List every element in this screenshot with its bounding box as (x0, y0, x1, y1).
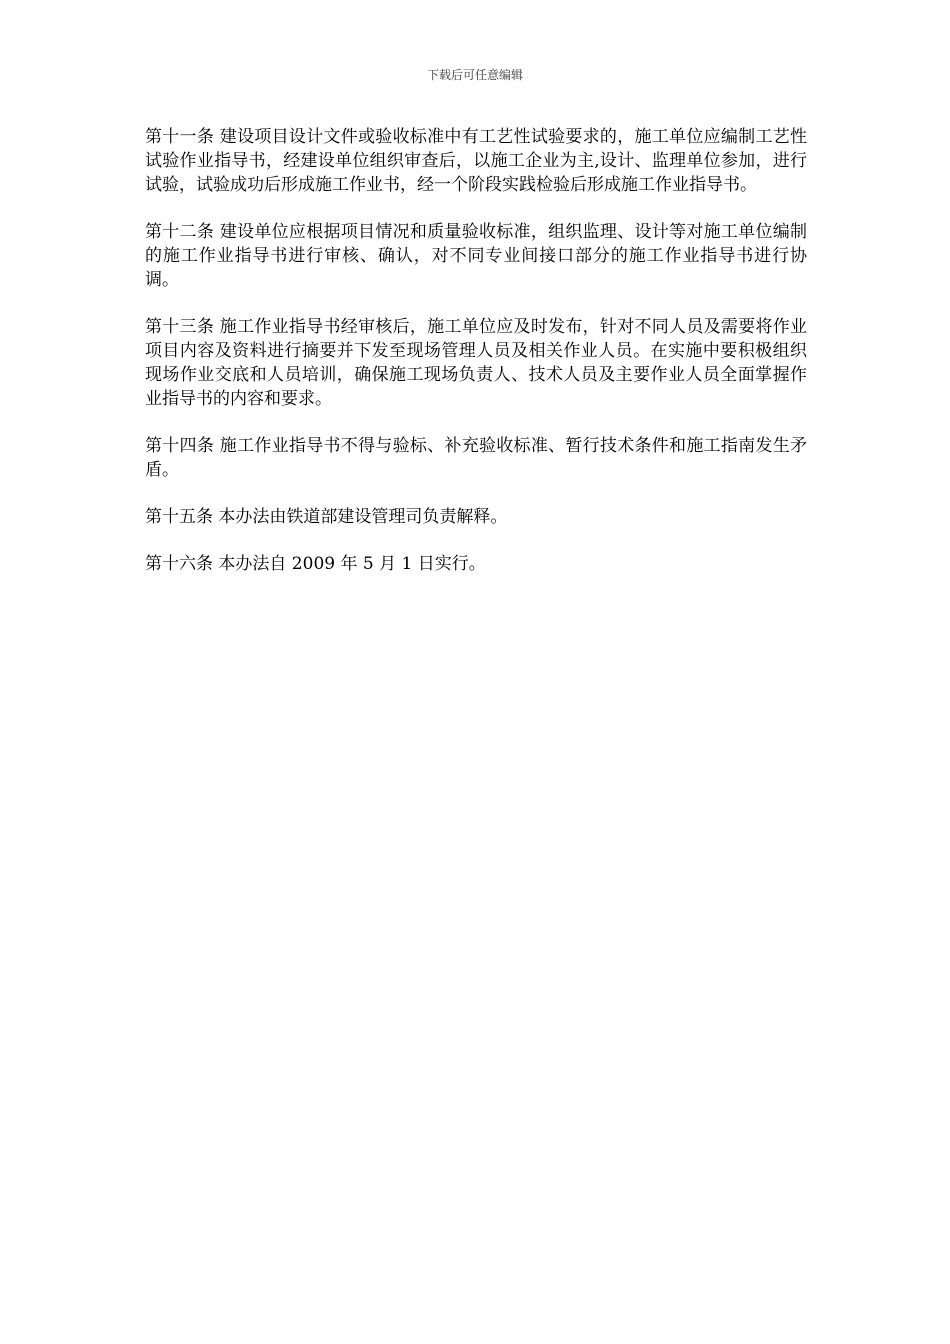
article-16-paragraph: 第十六条 本办法自 2009 年 5 月 1 日实行。 (145, 554, 486, 574)
article-14-paragraph: 第十四条 施工作业指导书不得与验标、补充验收标准、暂行技术条件和施工指南发生矛盾。 (145, 436, 807, 480)
article-15-paragraph: 第十五条 本办法由铁道部建设管理司负责解释。 (145, 507, 508, 527)
document-body (145, 125, 807, 599)
article-13-paragraph: 第十三条 施工作业指导书经审核后，施工单位应及时发布，针对不同人员及需要将作业项目内容及资料进行摘要并下发至现场管理人员及相关作业人员。在实施中要积极组织现场作业交底和人员培训，确保施工现场负责人、技术人员及主要作业人员全面掌握作业指导书的内容和要求。 (145, 317, 807, 409)
article-11-paragraph: 第十一条 建设项目设计文件或验收标准中有工艺性试验要求的，施工单位应编制工艺性试验作业指导书，经建设单位组织审查后，以施工企业为主,设计、监理单位参加，进行试验，试验成功后形成施工作业书，经一个阶段实践检验后形成施工作业指导书。 (145, 127, 807, 195)
page-header: 下载后可任意编辑 (426, 68, 523, 82)
article-12-paragraph: 第十二条 建设单位应根据项目情况和质量验收标准，组织监理、设计等对施工单位编制的施工作业指导书进行审核、确认，对不同专业间接口部分的施工作业指导书进行协调。 (145, 222, 807, 290)
